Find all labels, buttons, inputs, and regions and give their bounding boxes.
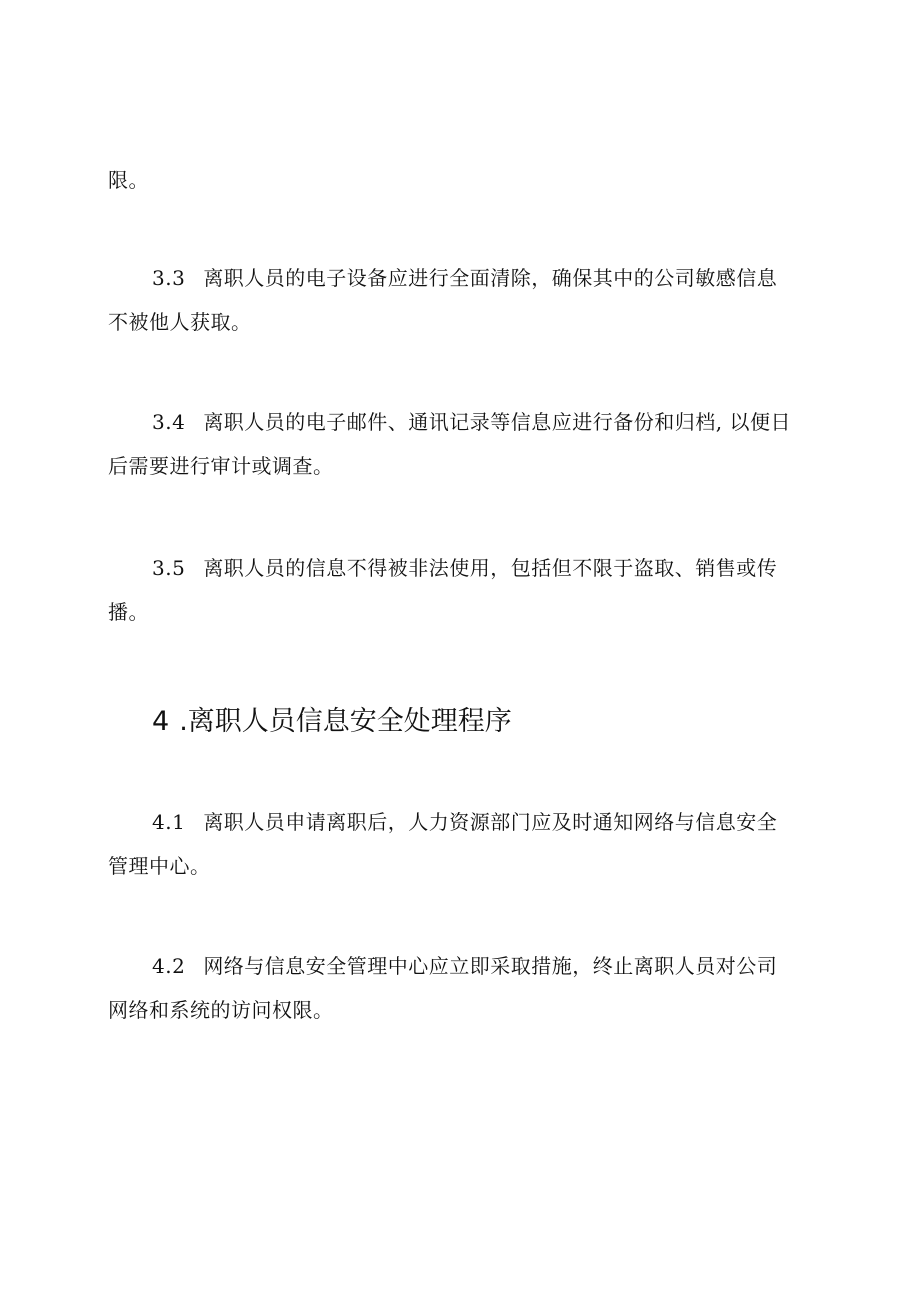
paragraph-line: 限。 (108, 168, 149, 192)
clause-text: 离职人员的电子设备应进行全面清除，确保其中的公司敏感信息 (203, 266, 778, 290)
clause-3-5 (108, 546, 808, 634)
clause-line-1 (108, 546, 808, 590)
clause-4-1 (108, 800, 808, 888)
clause-number: 3.5 (152, 556, 186, 580)
section-title: .离职人员信息安全处理程序 (179, 706, 512, 737)
clause-text: 网络与信息安全管理中心应立即采取措施，终止离职人员对公司 (203, 954, 778, 978)
clause-text: 离职人员的信息不得被非法使用，包括但不限于盗取、销售或传 (203, 556, 778, 580)
clause-number: 3.3 (152, 266, 186, 290)
clause-4-2 (108, 944, 808, 1032)
clause-line-2: 管理中心。 (108, 854, 211, 878)
clause-line-1 (108, 800, 808, 844)
clause-3-4 (108, 400, 808, 488)
clause-number: 3.4 (152, 410, 186, 434)
clause-line-1 (108, 256, 808, 300)
clause-line-1 (108, 944, 808, 988)
clause-line-1 (108, 400, 808, 444)
clause-text: 离职人员的电子邮件、通讯记录等信息应进行备份和归档, 以便日 (203, 410, 792, 434)
clause-text: 离职人员申请离职后，人力资源部门应及时通知网络与信息安全 (203, 810, 778, 834)
paragraph-fragment (108, 158, 808, 202)
section-number: 4 (152, 706, 170, 737)
clause-number: 4.2 (152, 954, 186, 978)
clause-3-3 (108, 256, 808, 344)
clause-line-2: 播。 (108, 600, 149, 624)
clause-line-2: 网络和系统的访问权限。 (108, 998, 334, 1022)
clause-line-2: 后需要进行审计或调查。 (108, 454, 334, 478)
clause-line-2: 不被他人获取。 (108, 310, 252, 334)
clause-number: 4.1 (152, 810, 186, 834)
section-heading-4 (152, 700, 512, 744)
